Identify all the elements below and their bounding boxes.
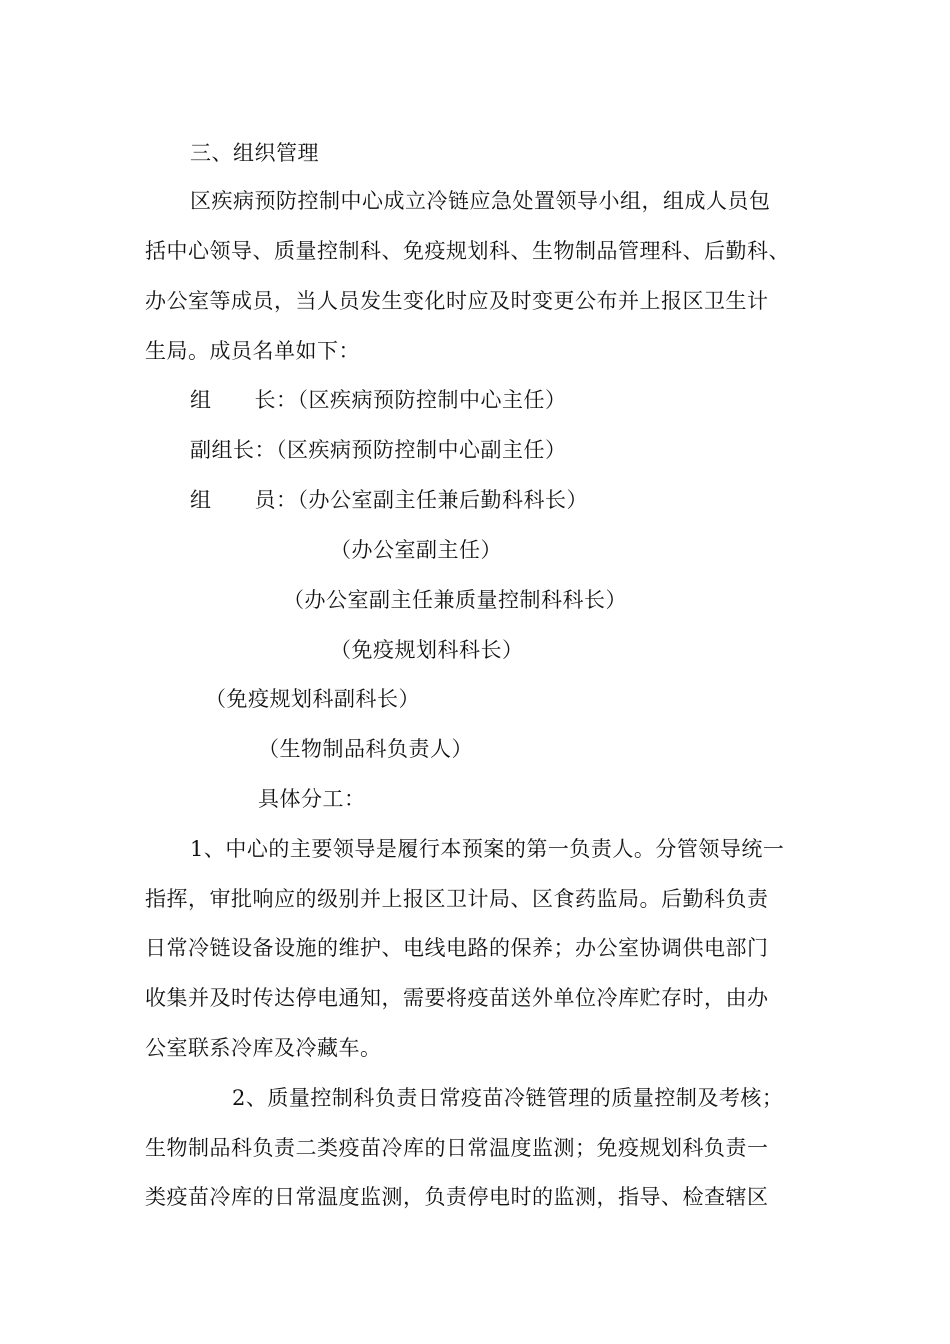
item-1-line-1: 1、中心的主要领导是履行本预案的第一负责人。分管领导统一 bbox=[190, 837, 785, 861]
member-group-3: （办公室副主任兼质量控制科科长） bbox=[283, 588, 627, 612]
member-group-6: （生物制品科负责人） bbox=[258, 737, 473, 761]
item-2-line-1: 2、质量控制科负责日常疫苗冷链管理的质量控制及考核； bbox=[232, 1086, 784, 1110]
member-leader: 组 长：（区疾病预防控制中心主任） bbox=[190, 388, 567, 412]
member-deputy-leader: 副组长：（区疾病预防控制中心副主任） bbox=[190, 438, 567, 462]
section-heading: 三、组织管理 bbox=[190, 141, 319, 165]
item-2-line-3: 类疫苗冷库的日常温度监测，负责停电时的监测，指导、检查辖区 bbox=[145, 1185, 769, 1209]
member-group-5: （免疫规划科副科长） bbox=[205, 687, 420, 711]
intro-line-2: 括中心领导、质量控制科、免疫规划科、生物制品管理科、后勤科、 bbox=[145, 239, 790, 263]
division-heading: 具体分工： bbox=[258, 787, 366, 811]
item-1-line-2: 指挥，审批响应的级别并上报区卫计局、区食药监局。后勤科负责 bbox=[145, 887, 769, 911]
item-1-line-3: 日常冷链设备设施的维护、电线电路的保养；办公室协调供电部门 bbox=[145, 936, 769, 960]
intro-line-1: 区疾病预防控制中心成立冷链应急处置领导小组，组成人员包 bbox=[190, 189, 771, 213]
member-group-2: （办公室副主任） bbox=[330, 538, 502, 562]
item-2-line-2: 生物制品科负责二类疫苗冷库的日常温度监测；免疫规划科负责一 bbox=[145, 1136, 769, 1160]
intro-line-3: 办公室等成员，当人员发生变化时应及时变更公布并上报区卫生计 bbox=[145, 289, 769, 313]
member-group-4: （免疫规划科科长） bbox=[330, 638, 524, 662]
intro-line-4: 生局。成员名单如下： bbox=[145, 339, 360, 363]
item-1-line-5: 公室联系冷库及冷藏车。 bbox=[145, 1036, 382, 1060]
item-1-line-4: 收集并及时传达停电通知，需要将疫苗送外单位冷库贮存时，由办 bbox=[145, 986, 769, 1010]
member-group-1: 组 员：（办公室副主任兼后勤科科长） bbox=[190, 488, 588, 512]
